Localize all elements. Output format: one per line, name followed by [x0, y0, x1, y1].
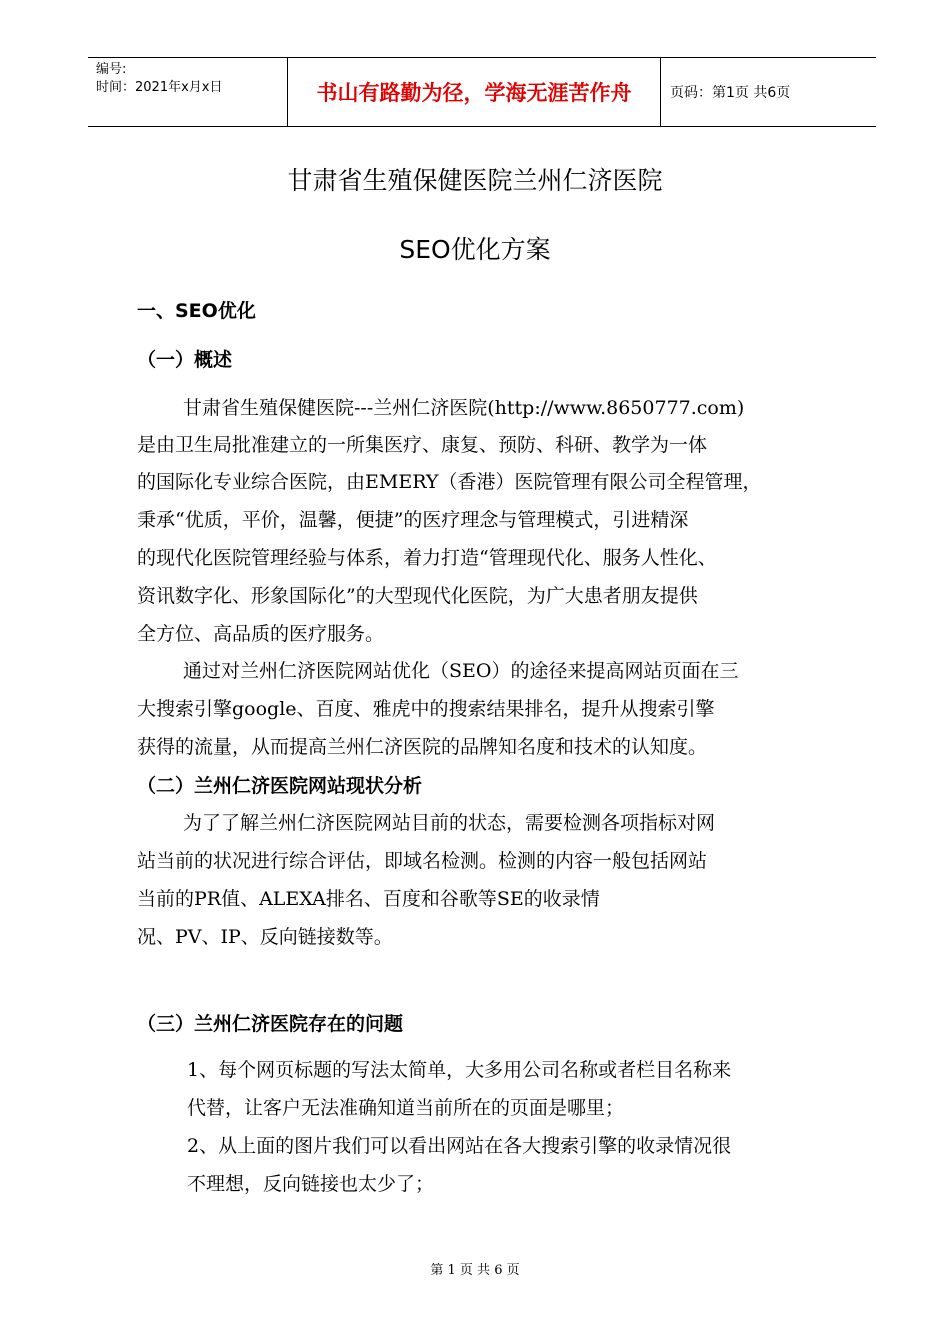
paragraph-line: 为了了解兰州仁济医院网站目前的状态，需要检测各项指标对网 — [183, 812, 716, 834]
page-footer: 第 1 页 共 6 页 — [430, 1263, 520, 1278]
page-info: 页码：第1页 共6页 — [670, 85, 791, 101]
list-item-continuation: 代替，让客户无法准确知道当前所在的页面是哪里； — [187, 1097, 625, 1119]
list-item: 1、每个网页标题的写法太简单，大多用公司名称或者栏目名称来 — [187, 1059, 732, 1081]
paragraph-line: 通过对兰州仁济医院网站优化（SEO）的途径来提高网站页面在三 — [183, 660, 739, 682]
time-label: 时间：2021年x月x日 — [96, 80, 223, 95]
paragraph-line: 站当前的状况进行综合评估，即域名检测。检测的内容一般包括网站 — [137, 850, 708, 872]
paragraph-line: 秉承“优质，平价，温馨，便捷”的医疗理念与管理模式，引进精深 — [137, 509, 689, 531]
section-heading: 一、SEO优化 — [137, 300, 256, 322]
paragraph-line: 是由卫生局批准建立的一所集医疗、康复、预防、科研、教学为一体 — [137, 434, 708, 456]
paragraph-line: 获得的流量，从而提高兰州仁济医院的品牌知名度和技术的认知度。 — [137, 736, 708, 758]
list-item-continuation: 不理想，反向链接也太少了； — [187, 1173, 435, 1195]
paragraph-line: 的现代化医院管理经验与体系，着力打造“管理现代化、服务人性化、 — [137, 547, 717, 569]
paragraph-line: 当前的PR值、ALEXA排名、百度和谷歌等SE的收录情 — [137, 888, 600, 910]
subsection-heading: （一）概述 — [137, 349, 233, 371]
paragraph-line: 全方位、高品质的医疗服务。 — [137, 623, 385, 645]
paragraph-line: 的国际化专业综合医院，由EMERY（香港）医院管理有限公司全程管理， — [137, 471, 762, 493]
document-title: 甘肃省生殖保健医院兰州仁济医院 — [287, 166, 663, 195]
paragraph-line: 况、PV、IP、反向链接数等。 — [137, 926, 393, 948]
paragraph-line: 大搜索引擎google、百度、雅虎中的搜索结果排名，提升从搜索引擎 — [137, 698, 715, 720]
paragraph-line: 资讯数字化、形象国际化”的大型现代化医院，为广大患者朋友提供 — [137, 585, 698, 607]
subsection-heading: （三）兰州仁济医院存在的问题 — [137, 1013, 404, 1035]
motto: 书山有路勤为径，学海无涯苦作舟 — [316, 81, 632, 105]
paragraph-line: 甘肃省生殖保健医院---兰州仁济医院(http://www.8650777.com) — [183, 397, 745, 419]
header-divider — [660, 58, 661, 126]
subsection-heading: （二）兰州仁济医院网站现状分析 — [137, 775, 423, 797]
document-subtitle: SEO优化方案 — [399, 235, 551, 264]
page-header — [88, 57, 876, 127]
list-item: 2、从上面的图片我们可以看出网站在各大搜索引擎的收录情况很 — [187, 1135, 732, 1157]
number-label: 编号: — [96, 62, 127, 77]
header-left — [96, 61, 222, 97]
